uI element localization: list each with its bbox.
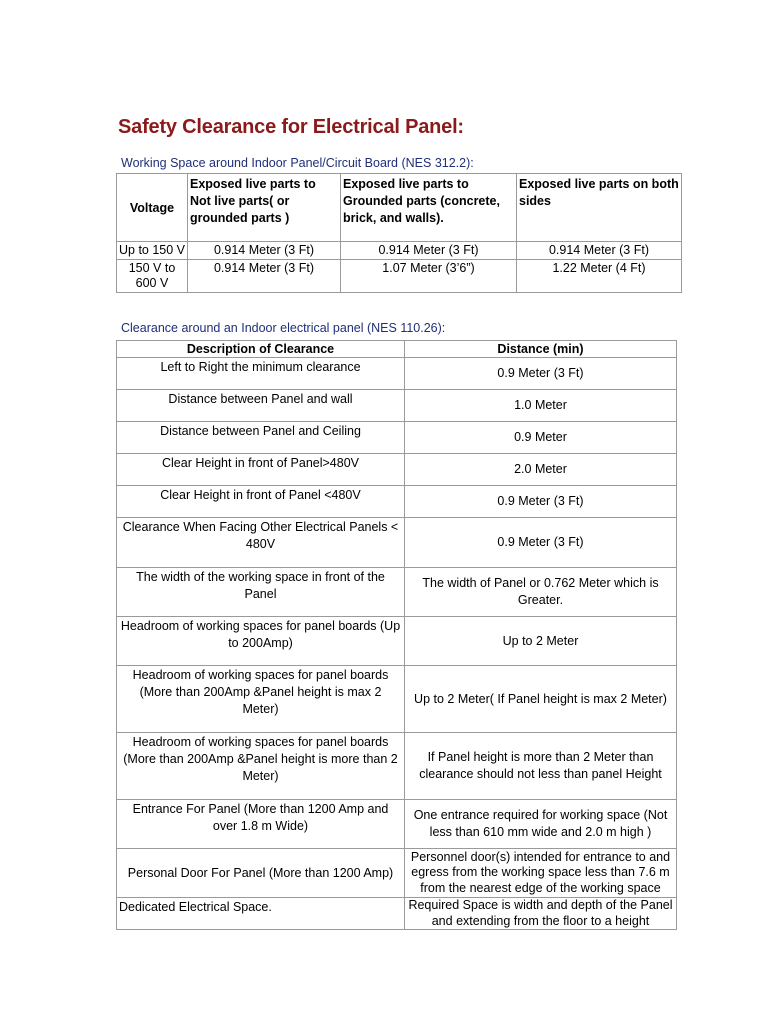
- description-cell: Personal Door For Panel (More than 1200 Amp): [117, 849, 405, 898]
- table-row: [117, 260, 682, 293]
- table-row: [117, 518, 677, 568]
- cell-value: 1.07 Meter (3’6”): [341, 260, 517, 293]
- description-cell: Entrance For Panel (More than 1200 Amp and over 1.8 m Wide): [117, 800, 405, 849]
- description-cell: The width of the working space in front of the Panel: [117, 568, 405, 617]
- distance-cell: One entrance required for working space (Not less than 610 mm wide and 2.0 m high ): [405, 800, 677, 849]
- table-header-row: [117, 341, 677, 358]
- table-header-row: [117, 174, 682, 242]
- header-not-live-parts: Exposed live parts to Not live parts( or grounded parts ): [188, 174, 341, 242]
- description-cell: Distance between Panel and wall: [117, 390, 405, 422]
- cell-voltage: Up to 150 V: [117, 242, 188, 260]
- table-row: [117, 800, 677, 849]
- distance-cell: Required Space is width and depth of the Panel and extending from the floor to a height: [405, 898, 677, 930]
- table-row: [117, 617, 677, 666]
- description-cell: Headroom of working spaces for panel boards (More than 200Amp &Panel height is max 2 Meter): [117, 666, 405, 733]
- description-cell: Headroom of working spaces for panel boards (More than 200Amp &Panel height is more than 2 Meter): [117, 733, 405, 800]
- header-grounded-parts: Exposed live parts to Grounded parts (concrete, brick, and walls).: [341, 174, 517, 242]
- description-cell: Distance between Panel and Ceiling: [117, 422, 405, 454]
- distance-cell: The width of Panel or 0.762 Meter which is Greater.: [405, 568, 677, 617]
- distance-cell: 1.0 Meter: [405, 390, 677, 422]
- distance-cell: 0.9 Meter: [405, 422, 677, 454]
- description-cell: Clearance When Facing Other Electrical Panels < 480V: [117, 518, 405, 568]
- page-title: Safety Clearance for Electrical Panel:: [118, 116, 464, 138]
- section2-caption: Clearance around an Indoor electrical panel (NES 110.26):: [121, 321, 446, 335]
- cell-value: 0.914 Meter (3 Ft): [341, 242, 517, 260]
- table-row: [117, 898, 677, 930]
- table-row: [117, 358, 677, 390]
- clearance-table: [116, 340, 677, 930]
- distance-cell: If Panel height is more than 2 Meter than clearance should not less than panel Height: [405, 733, 677, 800]
- table-row: [117, 849, 677, 898]
- table-row: [117, 390, 677, 422]
- table-row: [117, 568, 677, 617]
- table-row: [117, 486, 677, 518]
- header-description: Description of Clearance: [117, 341, 405, 358]
- table-row: [117, 422, 677, 454]
- cell-value: 1.22 Meter (4 Ft): [517, 260, 682, 293]
- table-row: [117, 666, 677, 733]
- description-cell: Headroom of working spaces for panel boards (Up to 200Amp): [117, 617, 405, 666]
- description-cell: Left to Right the minimum clearance: [117, 358, 405, 390]
- section1-caption: Working Space around Indoor Panel/Circuit Board (NES 312.2):: [121, 156, 474, 170]
- header-both-sides: Exposed live parts on both sides: [517, 174, 682, 242]
- working-space-table: [116, 173, 682, 293]
- cell-value: 0.914 Meter (3 Ft): [188, 260, 341, 293]
- distance-cell: 0.9 Meter (3 Ft): [405, 486, 677, 518]
- table-row: [117, 454, 677, 486]
- distance-cell: 0.9 Meter (3 Ft): [405, 518, 677, 568]
- table-row: [117, 733, 677, 800]
- distance-cell: 2.0 Meter: [405, 454, 677, 486]
- distance-cell: Up to 2 Meter( If Panel height is max 2 Meter): [405, 666, 677, 733]
- distance-cell: Up to 2 Meter: [405, 617, 677, 666]
- cell-value: 0.914 Meter (3 Ft): [517, 242, 682, 260]
- description-cell: Clear Height in front of Panel>480V: [117, 454, 405, 486]
- cell-voltage: 150 V to 600 V: [117, 260, 188, 293]
- cell-value: 0.914 Meter (3 Ft): [188, 242, 341, 260]
- distance-cell: 0.9 Meter (3 Ft): [405, 358, 677, 390]
- table-row: [117, 242, 682, 260]
- header-voltage: Voltage: [117, 174, 188, 242]
- description-cell: Clear Height in front of Panel <480V: [117, 486, 405, 518]
- header-distance: Distance (min): [405, 341, 677, 358]
- description-cell: Dedicated Electrical Space.: [117, 898, 405, 930]
- distance-cell: Personnel door(s) intended for entrance to and egress from the working space less than 7.6 m from the nearest edge of the working space: [405, 849, 677, 898]
